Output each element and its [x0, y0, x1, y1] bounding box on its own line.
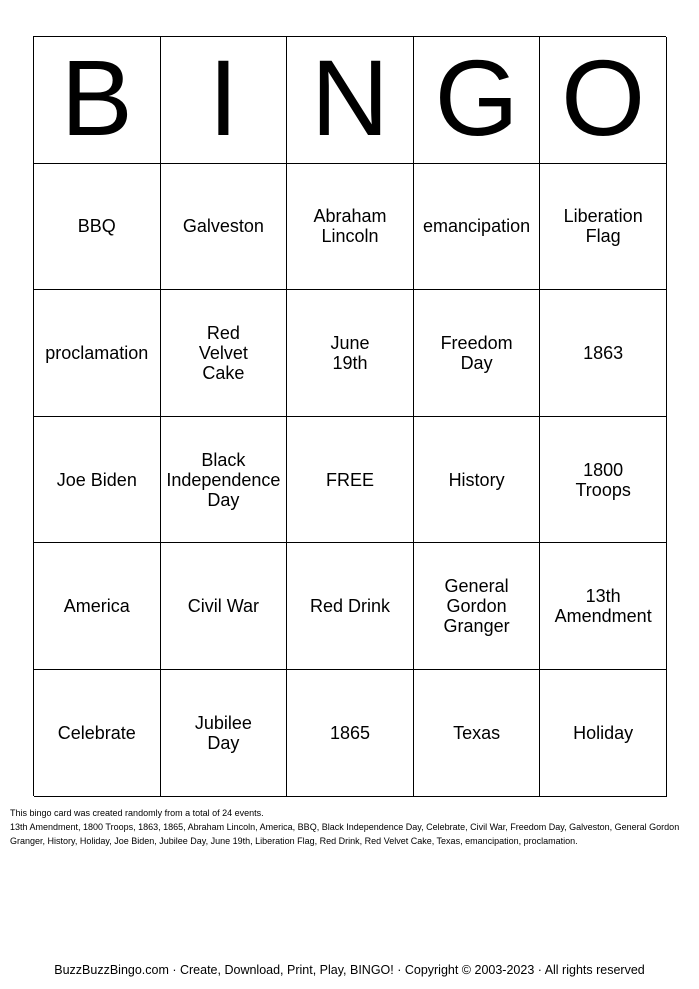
cell-text: 1800 Troops: [575, 459, 631, 500]
bingo-cell: [414, 670, 541, 797]
bingo-cell: [414, 164, 541, 291]
cell-text: Liberation Flag: [563, 206, 643, 247]
bingo-cell: [540, 164, 667, 291]
footer-copyright: BuzzBuzzBingo.com · Create, Download, Print, Play, BINGO! · Copyright © 2003-2023 · All rights reserved: [54, 963, 645, 977]
cell-text: Texas: [453, 722, 501, 743]
cell-text: Freedom Day: [440, 332, 513, 373]
bingo-cell: [287, 164, 414, 291]
cell-text: America: [63, 596, 130, 617]
bingo-row-1: [34, 164, 666, 291]
bingo-cell: [414, 290, 541, 417]
bingo-row-2: [34, 290, 666, 417]
cell-text: History: [448, 469, 505, 490]
header-letter-i: I: [161, 37, 288, 164]
cell-text: FREE: [325, 469, 374, 490]
bingo-row-3: [34, 417, 666, 544]
cell-text: Red Drink: [309, 596, 390, 617]
cell-text: 13th Amendment: [554, 586, 652, 627]
header-letter-o: O: [540, 37, 667, 164]
bingo-cell: [161, 164, 288, 291]
header-letter-g: G: [414, 37, 541, 164]
cell-text: 1863: [583, 342, 624, 363]
bingo-cell: [414, 417, 541, 544]
bingo-cell: [540, 543, 667, 670]
bingo-cell: [161, 417, 288, 544]
cell-text: Galveston: [182, 216, 264, 237]
bingo-cell: [540, 417, 667, 544]
cell-text: emancipation: [423, 216, 531, 237]
cell-text: Holiday: [573, 722, 634, 743]
bingo-cell: [34, 543, 161, 670]
free-space-cell: [287, 417, 414, 544]
bingo-row-4: [34, 543, 666, 670]
cell-text: Abraham Lincoln: [313, 206, 387, 247]
bingo-cell: [34, 417, 161, 544]
cell-text: proclamation: [45, 342, 149, 363]
bingo-cell: [414, 543, 541, 670]
bingo-cell: [540, 290, 667, 417]
bingo-card: [33, 36, 666, 796]
bingo-cell: [161, 670, 288, 797]
bingo-row-5: [34, 670, 666, 797]
header-row: [34, 37, 666, 164]
event-list: 13th Amendment, 1800 Troops, 1863, 1865, Abraham Lincoln, America, BBQ, Black Independence Day, Celebrate, Civil War, Freedom Day, Galveston, General Gordon Granger, History, Holiday, Joe Biden, Jubilee Day, June 19th, Liberation Flag, Red Drink, Red Velvet Cake, Texas, emancipation, proclamation.: [10, 822, 680, 846]
created-note: This bingo card was created randomly from a total of 24 events.: [10, 808, 264, 818]
bingo-cell: [34, 670, 161, 797]
bingo-cell: [540, 670, 667, 797]
cell-text: June 19th: [330, 332, 370, 373]
cell-text: Joe Biden: [56, 469, 137, 490]
bingo-cell: [34, 164, 161, 291]
header-letter-n: N: [287, 37, 414, 164]
cell-text: General Gordon Granger: [443, 576, 510, 637]
cell-text: Jubilee Day: [194, 712, 252, 753]
cell-text: Black Independence Day: [166, 449, 281, 510]
cell-text: BBQ: [77, 216, 116, 237]
card-info: [10, 806, 690, 848]
cell-text: Celebrate: [57, 722, 136, 743]
bingo-cell: [287, 290, 414, 417]
bingo-cell: [161, 290, 288, 417]
cell-text: Red Velvet Cake: [198, 322, 248, 383]
header-letter-b: B: [34, 37, 161, 164]
bingo-cell: [287, 543, 414, 670]
bingo-cell: [34, 290, 161, 417]
cell-text: 1865: [329, 722, 370, 743]
cell-text: Civil War: [187, 596, 260, 617]
bingo-cell: [161, 543, 288, 670]
bingo-cell: [287, 670, 414, 797]
